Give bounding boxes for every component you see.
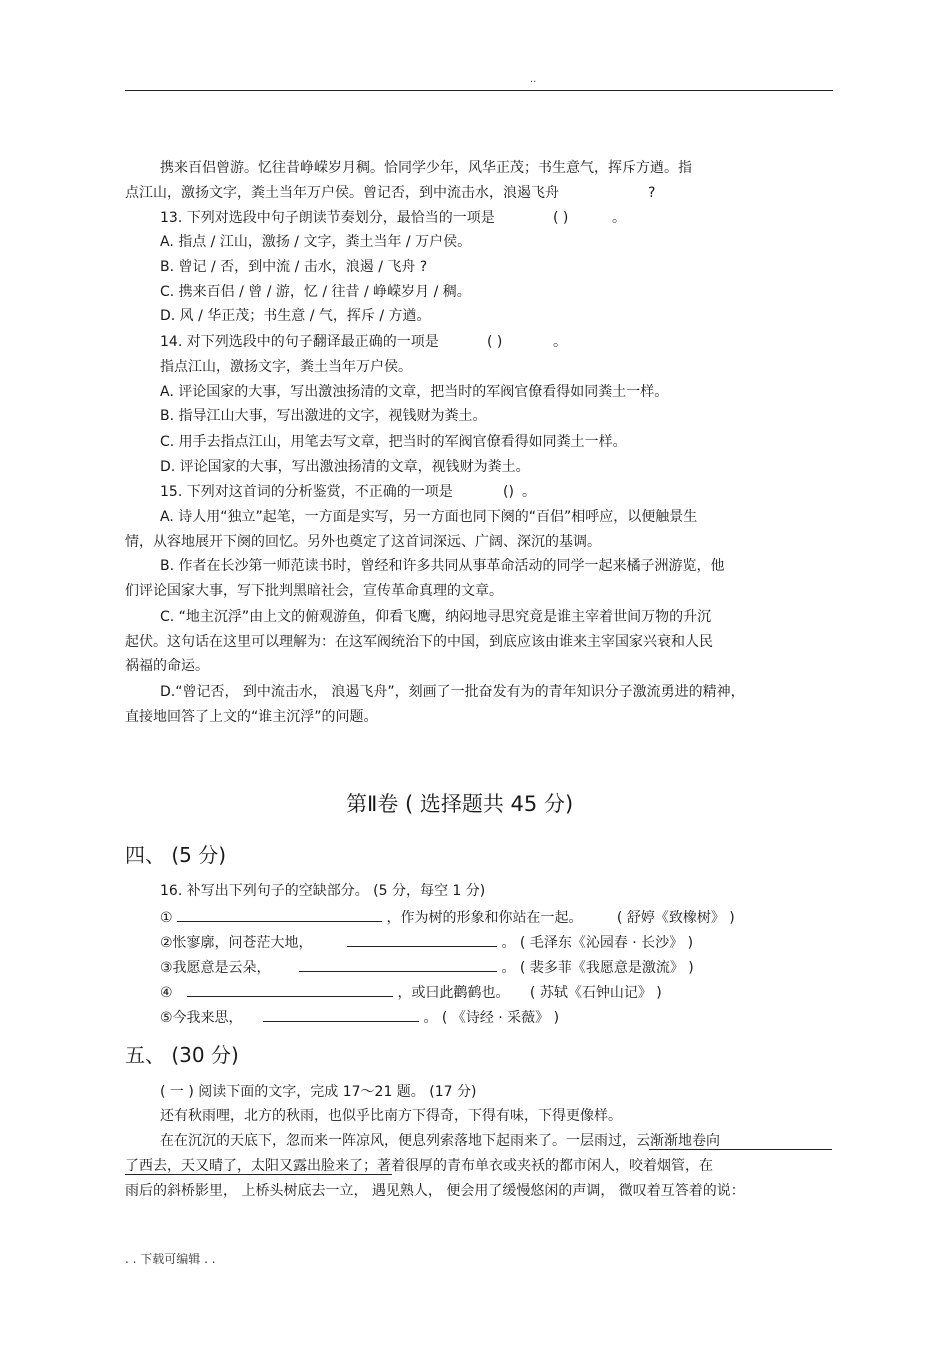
poem-question-mark: ? <box>648 185 656 201</box>
reading-paragraph-2-text: 在在沉沉的天底下，忽而来一阵凉风，便息列索落地下起雨来了。一层雨过 <box>160 1133 622 1149</box>
part-4-title: 四、 (5 分) <box>125 843 227 867</box>
q15-stem: 15. 下列对这首词的分析鉴赏，不正确的一项是 <box>160 484 453 500</box>
q16-item-2-prefix: ②怅寥廓，问苍茫大地， <box>160 935 313 951</box>
reading-underlined-1b: 了西去，天又晴了，太阳又露出脸来了 <box>125 1158 363 1174</box>
q15-end: 。 <box>522 484 536 500</box>
q16-item-2 <box>160 931 693 953</box>
q14-option-a: A. 评论国家的大事，写出激浊扬清的文章，把当时的军阀官僚看得如同粪土一样。 <box>160 384 669 400</box>
q16-item-3-blank[interactable] <box>299 956 497 972</box>
q14-stem: 14. 对下列选段中的句子翻译最正确的一项是 <box>160 334 439 350</box>
reading-paragraph-4: 雨后的斜桥影里， 上桥头树底去一立， 遇见熟人， 便会用了缓慢悠闲的声调， 微叹着互答着的说： <box>125 1183 745 1199</box>
q16-item-4-blank[interactable] <box>187 981 393 997</box>
q16-item-5-text: 。 <box>423 1010 438 1026</box>
reading-underlined-1a: ，云渐渐地卷向 <box>622 1133 720 1149</box>
section-2-title: 第Ⅱ卷 ( 选择题共 45 分) <box>346 792 574 816</box>
q13-option-a: A. 指点 / 江山，激扬 / 文字，粪土当年 / 万户侯。 <box>160 234 472 250</box>
q16-item-1 <box>160 906 735 928</box>
q16-stem: 16. 补写出下列句子的空缺部分。 (5 分，每空 1 分) <box>160 883 486 899</box>
q14-answer-paren: ( ) <box>487 334 503 350</box>
q16-item-5-source: ( 《诗经 · 采薇》 ) <box>441 1010 560 1026</box>
q16-item-2-blank[interactable] <box>347 931 497 947</box>
footer-note: . . 下载可编辑 . . <box>125 1252 216 1266</box>
q15-option-b-line1: B. 作者在长沙第一师范读书时，曾经和许多共同从事革命活动的同学一起来橘子洲游览，他 <box>160 558 725 574</box>
reading-intro: ( 一 ) 阅读下面的文字，完成 17～21 题。 (17 分) <box>160 1084 477 1100</box>
reading-paragraph-3 <box>125 1156 713 1176</box>
header-rule <box>125 90 833 91</box>
q14-option-b: B. 指导江山大事，写出激进的文字，视钱财为粪土。 <box>160 408 487 424</box>
reading-underline-1a <box>649 1149 832 1150</box>
q15-option-c-line1: C. “地主沉浮”由上文的俯观游鱼，仰看飞鹰，纳闷地寻思究竟是谁主宰着世间万物的升沉 <box>160 609 712 625</box>
reading-paragraph-1: 还有秋雨哩，北方的秋雨，也似乎比南方下得奇，下得有味，下得更像样。 <box>160 1108 622 1124</box>
q16-item-3-text: 。 <box>501 960 516 976</box>
q14-quote: 指点江山，激扬文字，粪土当年万户侯。 <box>160 359 412 375</box>
q15-option-a-line1: A. 诗人用“独立”起笔，一方面是实写，另一方面也同下阕的“百侣”相呼应，以便触景生 <box>160 509 698 525</box>
header-mark: .. <box>530 74 537 85</box>
q14-option-d: D. 评论国家的大事，写出激浊扬清的文章，视钱财为粪土。 <box>160 459 530 475</box>
q16-item-1-prefix: ① <box>160 910 173 926</box>
poem-line-1: 携来百侣曾游。忆往昔峥嵘岁月稠。恰同学少年，风华正茂；书生意气，挥斥方遒。指 <box>160 160 692 176</box>
q16-item-5-prefix: ⑤今我来思， <box>160 1010 243 1026</box>
q16-item-1-source: ( 舒婷《致橡树》 ) <box>616 910 735 926</box>
q15-option-c-line3: 祸福的命运。 <box>125 658 209 674</box>
q16-item-2-source: ( 毛泽东《沁园春 · 长沙》 ) <box>519 935 694 951</box>
q13-option-b: B. 曾记 / 否，到中流 / 击水，浪遏 / 飞舟 ? <box>160 259 428 275</box>
part-5-title: 五、 (30 分) <box>125 1043 239 1067</box>
q14-end: 。 <box>553 334 567 350</box>
q13-end: 。 <box>612 210 626 226</box>
q15-option-b-line2: 们评论国家大事，写下批判黑暗社会，宣传革命真理的文章。 <box>125 583 503 599</box>
poem-line-2: 点江山，激扬文字，粪土当年万户侯。曾记否，到中流击水，浪遏飞舟 <box>125 185 559 201</box>
q16-item-5-blank[interactable] <box>263 1006 419 1022</box>
q16-item-4-text: ，或曰此鹳鹤也。 <box>397 985 510 1001</box>
reading-paragraph-2 <box>160 1131 720 1151</box>
q16-item-3 <box>160 956 694 978</box>
q13-option-d: D. 风 / 华正茂；书生意 / 气，挥斥 / 方遒。 <box>160 308 431 324</box>
q15-option-c-line2: 起伏。这句话在这里可以理解为：在这军阀统治下的中国，到底应该由谁来主宰国家兴衰和人民 <box>125 634 713 650</box>
q15-answer-paren: () <box>503 484 514 500</box>
q15-option-a-line2: 情，从容地展开下阕的回忆。另外也奠定了这首词深远、广阔、深沉的基调。 <box>125 534 601 550</box>
q16-item-2-text: 。 <box>501 935 516 951</box>
q16-item-4-source: ( 苏轼《石钟山记》 ) <box>529 985 662 1001</box>
q16-item-1-blank[interactable] <box>177 906 382 922</box>
q16-item-4-prefix: ④ <box>160 985 173 1001</box>
reading-underline-1b <box>125 1174 392 1175</box>
q16-item-3-source: ( 裴多菲《我愿意是激流》 ) <box>519 960 694 976</box>
q15-option-d-line2: 直接地回答了上文的“谁主沉浮”的问题。 <box>125 709 378 725</box>
q15-option-d-line1: D.“曾记否， 到中流击水， 浪遏飞舟”，刻画了一批奋发有为的青年知识分子激流勇进的精神， <box>160 684 745 700</box>
q13-stem: 13. 下列对选段中句子朗读节奏划分，最恰当的一项是 <box>160 210 495 226</box>
q13-answer-paren: ( ) <box>553 210 569 226</box>
q13-option-c: C. 携来百侣 / 曾 / 游，忆 / 往昔 / 峥嵘岁月 / 稠。 <box>160 284 471 300</box>
q14-option-c: C. 用手去指点江山，用笔去写文章，把当时的军阀官僚看得如同粪土一样。 <box>160 434 627 450</box>
q16-item-5 <box>160 1006 559 1028</box>
q16-item-4 <box>160 981 662 1003</box>
q16-item-3-prefix: ③我愿意是云朵， <box>160 960 271 976</box>
reading-paragraph-3-text: ；著着很厚的青布单衣或夹袄的都市闲人，咬着烟管，在 <box>363 1158 713 1174</box>
q16-item-1-text: ，作为树的形象和你站在一起。 <box>386 910 583 926</box>
